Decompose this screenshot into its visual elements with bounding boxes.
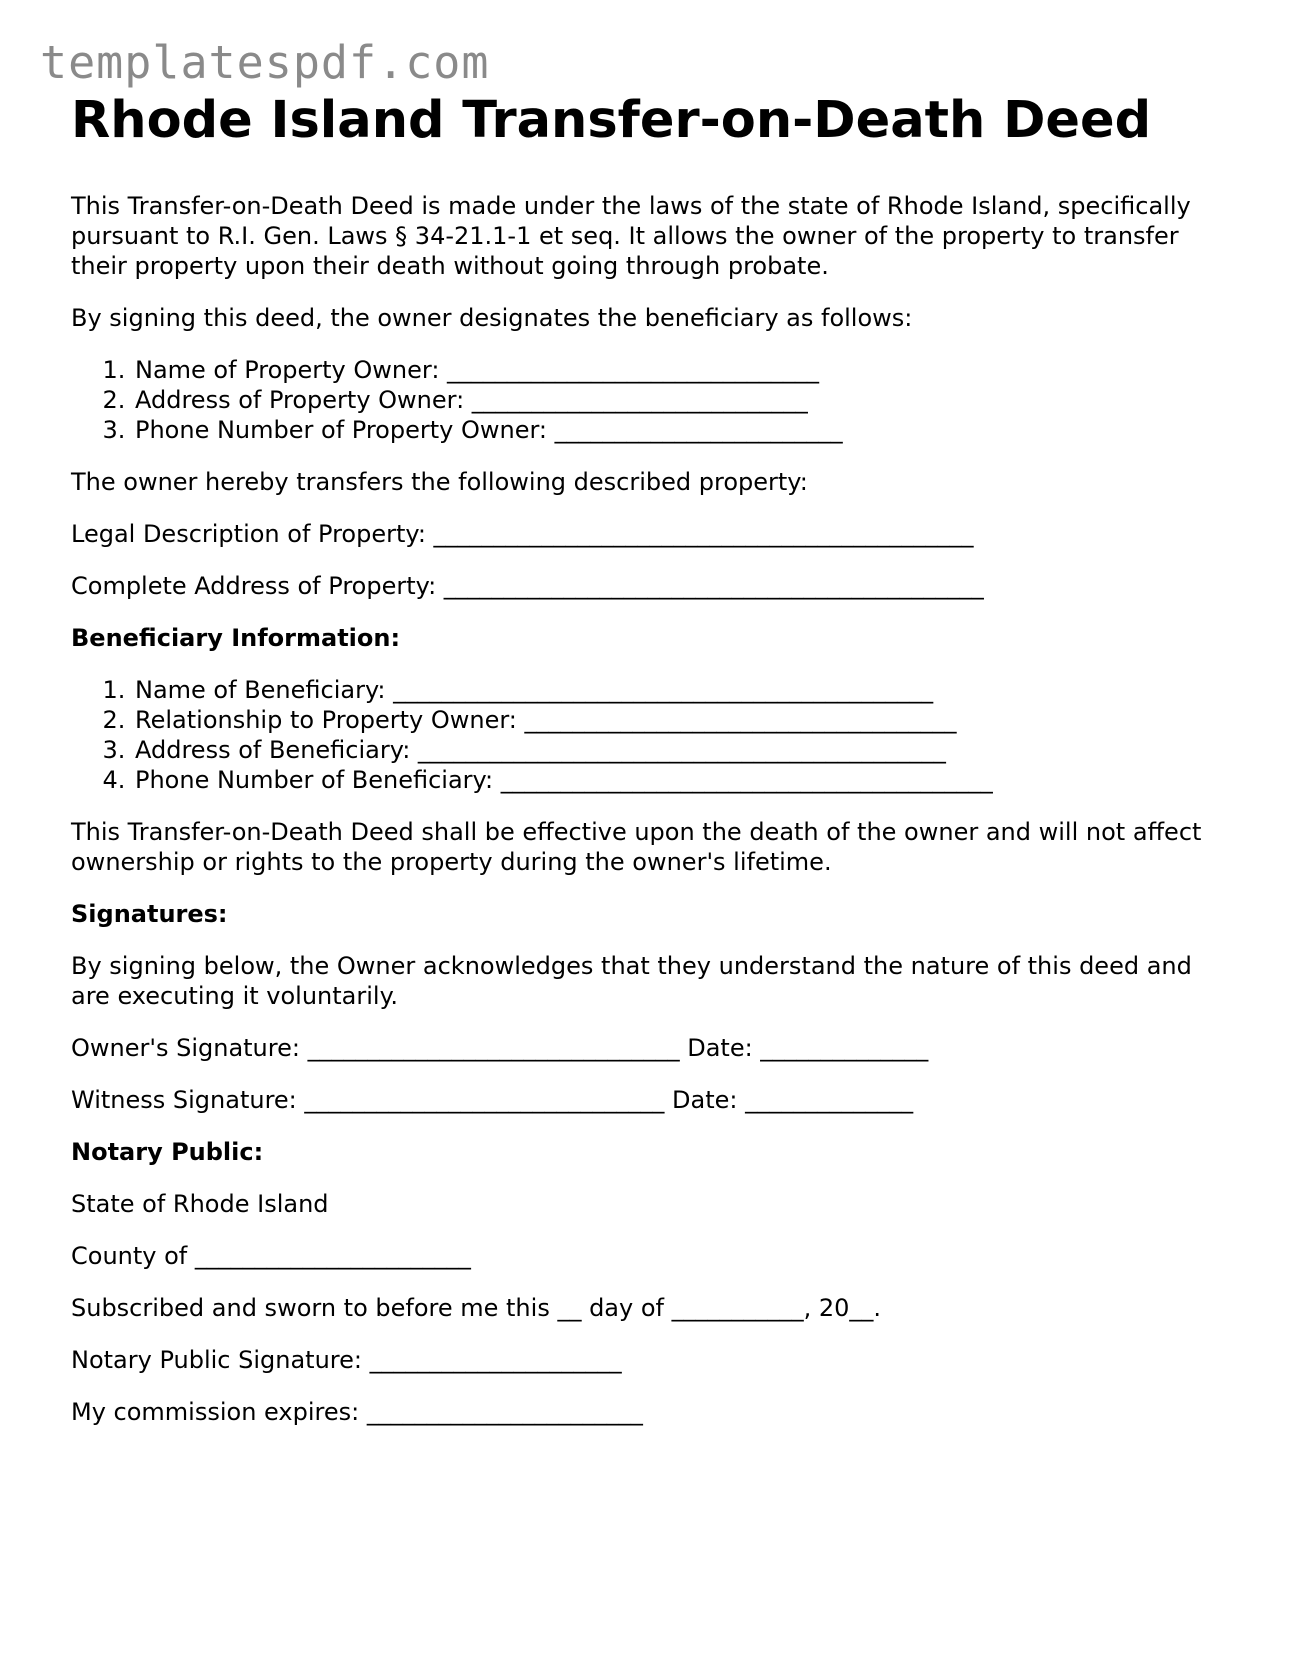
owner-signature-line[interactable]: Owner's Signature: _______________________________ Date: ______________ [71,1033,929,1062]
beneficiary-fields-list [71,675,1221,795]
acknowledge-paragraph: By signing below, the Owner acknowledges that they understand the nature of this deed and are executing it voluntarily. [71,951,1192,1010]
beneficiary-heading: Beneficiary Information: [71,623,401,652]
state-line: State of Rhode Island [71,1189,329,1218]
document-title: Rhode Island Transfer-on-Death Deed [71,91,1152,150]
owner-address-field[interactable]: 2. Address of Property Owner: ____________________________ [133,385,1221,415]
beneficiary-phone-field[interactable]: 4. Phone Number of Beneficiary: _________________________________________ [133,765,1221,795]
intro-paragraph: This Transfer-on-Death Deed is made under the laws of the state of Rhode Island, specifically pursuant to R.I. Gen. Laws § 34-21.1-1 et seq. It allows the owner of the property to transfer their property upon their death without going through probate. [71,191,1191,280]
commission-expires-field[interactable]: My commission expires: _______________________ [71,1397,643,1426]
effective-paragraph: This Transfer-on-Death Deed shall be effective upon the death of the owner and will not affect ownership or rights to the property during the owner's lifetime. [71,817,1202,876]
sworn-line[interactable]: Subscribed and sworn to before me this __ day of ___________, 20__. [71,1293,882,1322]
document-page [71,92,1221,1427]
signatures-heading: Signatures: [71,899,228,928]
owner-phone-field[interactable]: 3. Phone Number of Property Owner: ________________________ [133,415,1221,445]
beneficiary-relationship-field[interactable]: 2. Relationship to Property Owner: ____________________________________ [133,705,1221,735]
notary-signature-line[interactable]: Notary Public Signature: _____________________ [71,1345,622,1374]
notary-heading: Notary Public: [71,1137,264,1166]
complete-address-field[interactable]: Complete Address of Property: _____________________________________________ [71,571,984,600]
owner-fields-list [71,355,1221,445]
beneficiary-address-field[interactable]: 3. Address of Beneficiary: ____________________________________________ [133,735,1221,765]
owner-name-field[interactable]: 1. Name of Property Owner: _______________________________ [133,355,1221,385]
witness-signature-line[interactable]: Witness Signature: ______________________________ Date: ______________ [71,1085,914,1114]
beneficiary-name-field[interactable]: 1. Name of Beneficiary: _____________________________________________ [133,675,1221,705]
designation-text: By signing this deed, the owner designates the beneficiary as follows: [71,303,913,332]
transfer-text: The owner hereby transfers the following described property: [71,467,808,496]
watermark: templatespdf.com [40,36,490,89]
county-field[interactable]: County of _______________________ [71,1241,471,1270]
legal-description-field[interactable]: Legal Description of Property: _____________________________________________ [71,519,974,548]
